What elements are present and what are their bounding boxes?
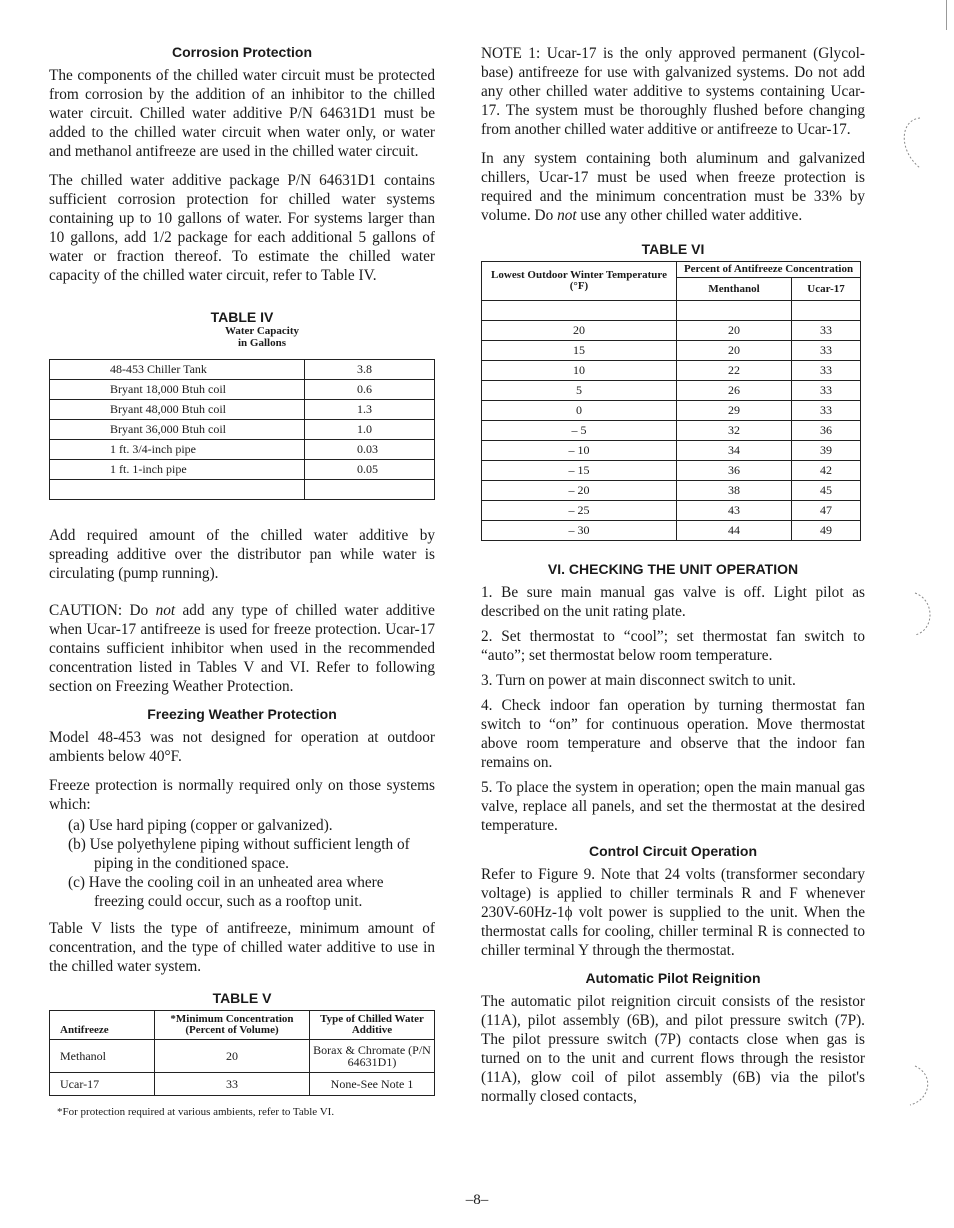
- table-row: – 10 34 39: [482, 441, 861, 461]
- freezing-heading: Freezing Weather Protection: [147, 706, 337, 722]
- table-header: Menthanol: [677, 278, 792, 301]
- step-paragraph: 5. To place the system in operation; open the main manual gas valve, replace all panels, and set the thermostat at the desired temperature.: [481, 779, 865, 834]
- table-row: Bryant 18,000 Btuh coil 0.6: [50, 380, 435, 400]
- table-v-title: TABLE V: [212, 990, 272, 1006]
- corrosion-paragraph-2: The chilled water additive package P/N 64631D1 contains sufficient corrosion protection for chilled water systems containing up to 10 gallons of water. For systems larger than 10 gallons, add 1/2 package for each additional 5 gallons of water or fraction thereof. To estimate the chilled water capacity of the chilled water circuit, refer to Table IV.: [49, 172, 435, 284]
- freeze-conditions-list: [49, 816, 435, 911]
- table-row: 20 20 33: [482, 321, 861, 341]
- control-circuit-paragraph: Refer to Figure 9. Note that 24 volts (transformer secondary voltage) is applied to chiller terminals R and F whenever 230V-60Hz-1ϕ volt power is supplied to the unit. When the thermostat calls for cooling, chiller terminal R is connected to chiller terminal Y through the thermostat.: [481, 866, 865, 959]
- table-row: – 25 43 47: [482, 501, 861, 521]
- freezing-paragraph-3: Table V lists the type of antifreeze, minimum amount of concentration, and the type of chilled water additive to use in the chilled water system.: [49, 920, 435, 975]
- table-row: 48-453 Chiller Tank 3.8: [50, 360, 435, 380]
- table-header: Lowest Outdoor Winter Temperature (°F): [482, 262, 677, 301]
- table-row: 10 22 33: [482, 361, 861, 381]
- note-1-paragraph: NOTE 1: Ucar-17 is the only approved permanent (Glycol-base) antifreeze for use with galvanized systems. Do not add any other chilled water additive to systems containing Ucar-17. The system must be thoroughly flushed before changing from another chilled water additive or antifreeze to Ucar-17.: [481, 45, 865, 138]
- control-circuit-heading: Control Circuit Operation: [589, 843, 757, 859]
- step-paragraph: 1. Be sure main manual gas valve is off. Light pilot as described on the unit rating plate.: [481, 584, 865, 620]
- table-iv-title: TABLE IV: [210, 309, 274, 325]
- table-header: Type of Chilled Water Additive: [310, 1011, 435, 1040]
- table-row: 0 29 33: [482, 401, 861, 421]
- corrosion-heading: Corrosion Protection: [171, 44, 312, 60]
- table-row: Bryant 48,000 Btuh coil 1.3: [50, 400, 435, 420]
- table-iv: [49, 359, 435, 500]
- step-paragraph: 2. Set thermostat to “cool”; set thermostat fan switch to “auto”; set thermostat below room temperature.: [481, 628, 865, 664]
- right-column: [481, 44, 865, 1116]
- table-row: 1 ft. 1-inch pipe 0.05: [50, 460, 435, 480]
- pilot-reignition-heading: Automatic Pilot Reignition: [585, 970, 761, 986]
- table-row: 5 26 33: [482, 381, 861, 401]
- list-item: (a) Use hard piping (copper or galvanized).: [68, 817, 333, 834]
- step-paragraph: 4. Check indoor fan operation by turning thermostat fan switch to “on” for continuous operation. Move thermostat above room temperature and observe that the indoor fan remains on.: [481, 697, 865, 771]
- table-row: 15 20 33: [482, 341, 861, 361]
- table-header: Antifreeze: [50, 1011, 155, 1040]
- caution-paragraph: CAUTION: Do not add any type of chilled water additive when Ucar-17 antifreeze is used for freeze protection. Ucar-17 contains sufficient inhibitor when used in the recommended concentration listed in Tables V and VI. Refer to following section on Freezing Weather Protection.: [49, 602, 435, 695]
- table-row: – 15 36 42: [482, 461, 861, 481]
- table-iv-subtitle: Water Capacity in Gallons: [224, 325, 300, 349]
- list-item: (c) Have the cooling coil in an unheated area where freezing could occur, such as a rooftop unit.: [68, 874, 384, 910]
- scan-edge: [946, 0, 947, 30]
- table-row: 1 ft. 3/4-inch pipe 0.03: [50, 440, 435, 460]
- step-paragraph: 3. Turn on power at main disconnect switch to unit.: [481, 672, 796, 689]
- list-item: (b) Use polyethylene piping without sufficient length of piping in the conditioned space.: [68, 836, 410, 872]
- aluminum-paragraph: In any system containing both aluminum and galvanized chillers, Ucar-17 must be used when freeze protection is required and the minimum concentration must be 33% by volume. Do not use any other chilled water additive.: [481, 150, 865, 224]
- table-header: Percent of Antifreeze Concentration: [677, 262, 861, 278]
- table-header: Ucar-17: [792, 278, 861, 301]
- table-row: Bryant 36,000 Btuh coil 1.0: [50, 420, 435, 440]
- binder-hole-icon: [890, 585, 940, 655]
- table-row: – 30 44 49: [482, 521, 861, 541]
- freezing-paragraph-1: Model 48-453 was not designed for operation at outdoor ambients below 40°F.: [49, 729, 435, 765]
- table-row: Ucar-17 33 None-See Note 1: [50, 1073, 435, 1096]
- table-vi: [481, 261, 861, 541]
- table-row: – 5 32 36: [482, 421, 861, 441]
- table-row: Methanol 20 Borax & Chromate (P/N 64631D1): [50, 1040, 435, 1073]
- table-v-footnote: *For protection required at various ambients, refer to Table VI.: [57, 1106, 335, 1118]
- add-additive-paragraph: Add required amount of the chilled water additive by spreading additive over the distributor pan while water is circulating (pump running).: [49, 527, 435, 582]
- pilot-reignition-paragraph: The automatic pilot reignition circuit consists of the resistor (11A), pilot assembly (6B), and pilot pressure switch (7P). The pilot pressure switch (7P) contacts close when gas is turned on to the unit and current flows through the resistor (11A), glow coil of pilot assembly (6B) via the pilot's normally closed contacts,: [481, 993, 865, 1105]
- table-header: *Minimum Concentration (Percent of Volume): [155, 1011, 310, 1040]
- corrosion-paragraph-1: The components of the chilled water circuit must be protected from corrosion by the addition of an inhibitor to the chilled water circuit. Chilled water additive P/N 64631D1 must be added to the chilled water circuit when water only, or water and methanol antifreeze are used in the chilled water circuit.: [49, 67, 435, 160]
- table-v: [49, 1010, 435, 1096]
- binder-hole-icon: [890, 1060, 940, 1120]
- left-column: [49, 44, 435, 1118]
- freezing-paragraph-2: Freeze protection is normally required only on those systems which:: [49, 777, 435, 813]
- binder-hole-icon: [890, 110, 940, 180]
- table-vi-title: TABLE VI: [641, 241, 705, 257]
- page-number: –8–: [465, 1192, 489, 1208]
- table-row: – 20 38 45: [482, 481, 861, 501]
- section-vi-heading: VI. CHECKING THE UNIT OPERATION: [547, 561, 799, 577]
- checking-steps: [481, 583, 865, 835]
